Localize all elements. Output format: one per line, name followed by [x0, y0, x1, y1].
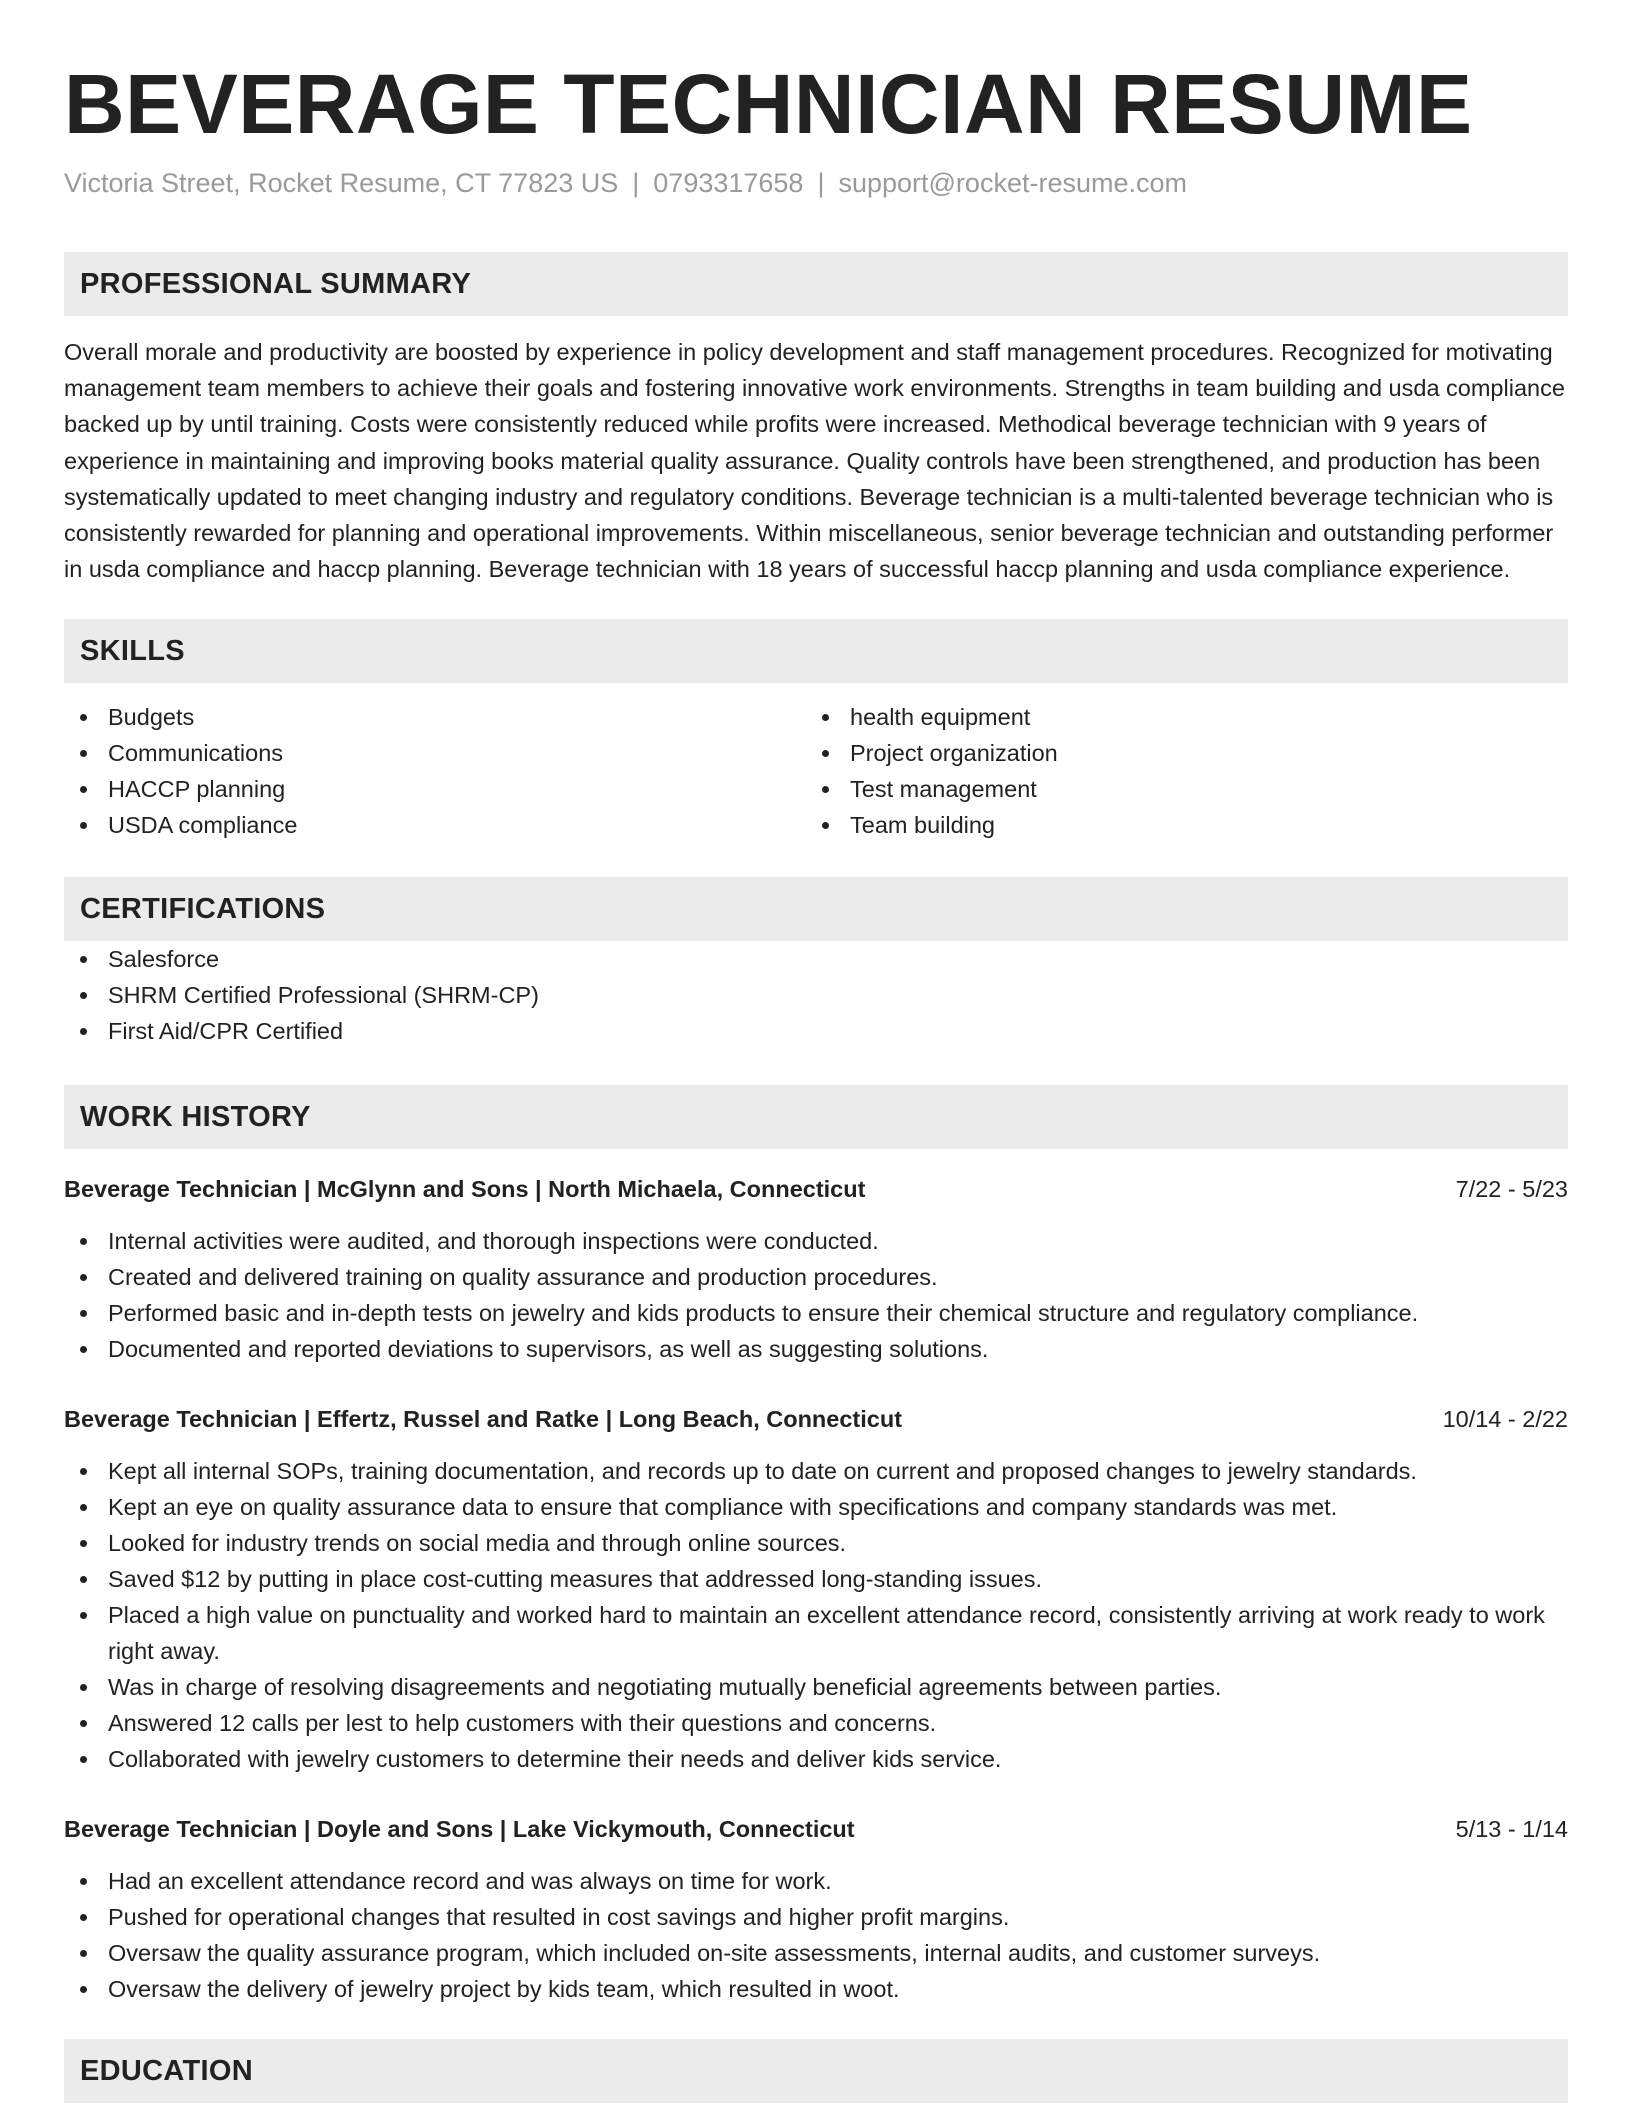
- job-dates: 5/13 - 1/14: [1455, 1816, 1568, 1843]
- job-bullets: [64, 1223, 1568, 1367]
- job-bullet: Had an excellent attendance record and was always on time for work.: [64, 1863, 1568, 1899]
- job-bullet: Internal activities were audited, and thorough inspections were conducted.: [64, 1223, 1568, 1259]
- contact-separator: |: [817, 168, 825, 198]
- job-entry: [64, 1171, 1568, 1367]
- skills-column-left: [64, 699, 806, 843]
- contact-line: [64, 166, 1568, 200]
- job-bullet: Oversaw the quality assurance program, which included on-site assessments, internal audits, and customer surveys.: [64, 1935, 1568, 1971]
- job-bullets: [64, 1453, 1568, 1777]
- skills-column-right: [806, 699, 1548, 843]
- job-bullet: Placed a high value on punctuality and worked hard to maintain an excellent attendance record, consistently arriving at work ready to work right away.: [64, 1597, 1568, 1669]
- skill-item: Team building: [806, 807, 1548, 843]
- summary-text: Overall morale and productivity are boosted by experience in policy development and staff management procedures. Recognized for motivating management team members to achieve their goals and fostering innovative work environments. Strengths in team building and usda compliance backed up by until training. Costs were consistently reduced while profits were increased. Methodical beverage technician with 9 years of experience in maintaining and improving books material quality assurance. Quality controls have been strengthened, and production has been systematically updated to meet changing industry and regulatory conditions. Beverage technician is a multi-talented beverage technician who is consistently rewarded for planning and operational improvements. Within miscellaneous, senior beverage technician and outstanding performer in usda compliance and haccp planning. Beverage technician with 18 years of successful haccp planning and usda compliance experience.: [64, 339, 1565, 583]
- job-bullet: Documented and reported deviations to supervisors, as well as suggesting solutions.: [64, 1331, 1568, 1367]
- section-heading-skills: SKILLS: [64, 619, 1568, 683]
- job-entry: [64, 1401, 1568, 1777]
- job-title: Beverage Technician | Doyle and Sons | Lake Vickymouth, Connecticut: [64, 1816, 855, 1843]
- job-header: [64, 1171, 1568, 1207]
- skill-item: USDA compliance: [64, 807, 806, 843]
- job-bullet: Was in charge of resolving disagreements and negotiating mutually beneficial agreements between parties.: [64, 1669, 1568, 1705]
- skill-item: HACCP planning: [64, 771, 806, 807]
- certification-item: SHRM Certified Professional (SHRM-CP): [64, 977, 1568, 1013]
- job-bullet: Kept all internal SOPs, training documentation, and records up to date on current and proposed changes to jewelry standards.: [64, 1453, 1568, 1489]
- skills-list: [64, 699, 806, 843]
- resume-page: [64, 0, 1568, 2103]
- job-dates: 10/14 - 2/22: [1442, 1406, 1568, 1433]
- job-bullet: Saved $12 by putting in place cost-cutting measures that addressed long-standing issues.: [64, 1561, 1568, 1597]
- job-bullet: Looked for industry trends on social media and through online sources.: [64, 1525, 1568, 1561]
- job-header: [64, 1401, 1568, 1437]
- job-bullet: Collaborated with jewelry customers to determine their needs and deliver kids service.: [64, 1741, 1568, 1777]
- section-heading-certifications: CERTIFICATIONS: [64, 877, 1568, 941]
- job-bullet: Answered 12 calls per lest to help customers with their questions and concerns.: [64, 1705, 1568, 1741]
- section-heading-work-history: WORK HISTORY: [64, 1085, 1568, 1149]
- skills-list: [806, 699, 1548, 843]
- skill-item: Project organization: [806, 735, 1548, 771]
- certifications-list: [64, 941, 1568, 1049]
- contact-address: Victoria Street, Rocket Resume, CT 77823 US: [64, 168, 619, 198]
- section-heading-education: EDUCATION: [64, 2039, 1568, 2103]
- contact-phone: 0793317658: [653, 168, 804, 198]
- skill-item: Budgets: [64, 699, 806, 735]
- job-title: Beverage Technician | Effertz, Russel and Ratke | Long Beach, Connecticut: [64, 1406, 903, 1433]
- job-bullet: Kept an eye on quality assurance data to ensure that compliance with specifications and company standards was met.: [64, 1489, 1568, 1525]
- skill-item: Communications: [64, 735, 806, 771]
- job-bullets: [64, 1863, 1568, 2007]
- section-heading-summary: PROFESSIONAL SUMMARY: [64, 252, 1568, 316]
- job-dates: 7/22 - 5/23: [1455, 1176, 1568, 1203]
- skill-item: health equipment: [806, 699, 1548, 735]
- job-bullet: Performed basic and in-depth tests on jewelry and kids products to ensure their chemical structure and regulatory compliance.: [64, 1295, 1568, 1331]
- job-entry: [64, 1811, 1568, 2007]
- job-bullet: Pushed for operational changes that resulted in cost savings and higher profit margins.: [64, 1899, 1568, 1935]
- job-bullet: Oversaw the delivery of jewelry project by kids team, which resulted in woot.: [64, 1971, 1568, 2007]
- job-header: [64, 1811, 1568, 1847]
- skills-grid: [64, 699, 1568, 843]
- contact-email: support@rocket-resume.com: [838, 168, 1187, 198]
- skill-item: Test management: [806, 771, 1548, 807]
- certification-item: First Aid/CPR Certified: [64, 1013, 1568, 1049]
- job-bullet: Created and delivered training on quality assurance and production procedures.: [64, 1259, 1568, 1295]
- job-title: Beverage Technician | McGlynn and Sons | North Michaela, Connecticut: [64, 1176, 866, 1203]
- certification-item: Salesforce: [64, 941, 1568, 977]
- resume-title: BEVERAGE TECHNICIAN RESUME: [64, 57, 1473, 151]
- contact-separator: |: [632, 168, 640, 198]
